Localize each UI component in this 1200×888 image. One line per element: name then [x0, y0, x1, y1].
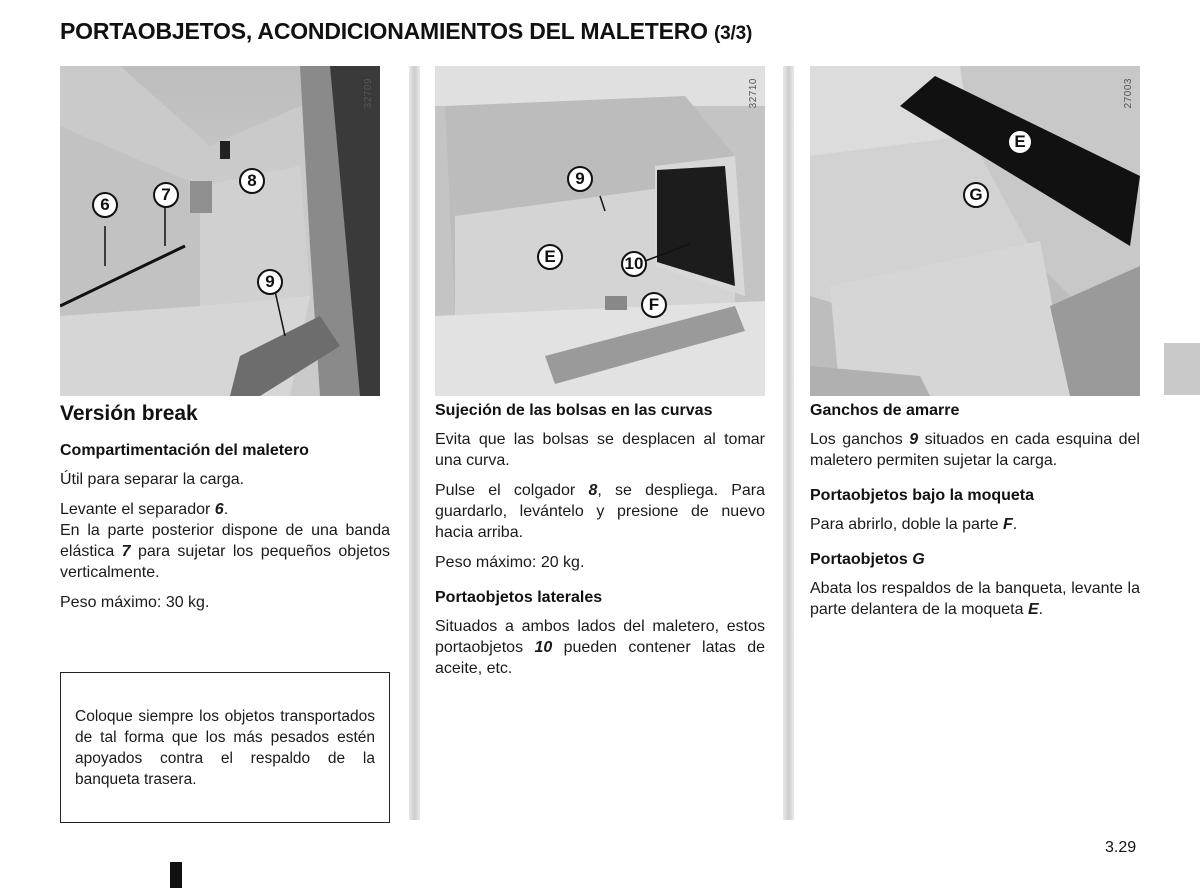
- callout-label: F: [641, 292, 667, 318]
- heading-tie-down-hooks: Ganchos de amarre: [810, 402, 960, 419]
- column-1: [60, 400, 390, 622]
- heading-storage-g: Portaobjetos G: [810, 551, 925, 568]
- heading-compartment: Compartimentación del maletero: [60, 442, 309, 459]
- image-reference-number: 32710: [748, 78, 759, 109]
- heading-side-storage: Portaobjetos laterales: [435, 589, 603, 606]
- paragraph: Abata los respaldos de la banqueta, levante la parte delantera de la moqueta E.: [810, 580, 1140, 618]
- callout-label: 6: [92, 192, 118, 218]
- title-part-indicator: (3/3): [714, 23, 753, 44]
- callout-label: 7: [153, 182, 179, 208]
- column-2: [435, 400, 765, 688]
- page-title: [60, 18, 752, 45]
- image-reference-number: 27003: [1123, 78, 1134, 109]
- note-text: Coloque siempre los objetos transportados de tal forma que los más pesados estén apoyados contra el respaldo de la banqueta trasera.: [75, 708, 375, 788]
- callout-label: E: [1007, 129, 1033, 155]
- trunk-photo-storage: [435, 66, 765, 396]
- page-number: 3.29: [1105, 839, 1137, 856]
- heading-bag-holder: Sujeción de las bolsas en las curvas: [435, 402, 713, 419]
- paragraph: Pulse el colgador 8, se despliega. Para guardarlo, levántelo y presione de nuevo hacia arriba.: [435, 482, 766, 541]
- image-reference-number: 32709: [363, 78, 374, 109]
- title-text: PORTAOBJETOS, ACONDICIONAMIENTOS DEL MALETERO: [60, 18, 708, 44]
- column-separator: [783, 66, 794, 820]
- paragraph: Peso máximo: 20 kg.: [435, 554, 585, 571]
- paragraph: Situados a ambos lados del maletero, estos portaobjetos 10 pueden contener latas de aceite, etc.: [435, 618, 766, 677]
- paragraph: Levante el separador 6. En la parte posterior dispone de una banda elástica 7 para sujetar los pequeños objetos verticalmente.: [60, 501, 391, 581]
- paragraph: Evita que las bolsas se desplacen al tomar una curva.: [435, 431, 765, 469]
- paragraph: Útil para separar la carga.: [60, 471, 245, 488]
- paragraph: Para abrirlo, doble la parte F.: [810, 516, 1018, 533]
- callout-label: 8: [239, 168, 265, 194]
- heading-underfloor-storage: Portaobjetos bajo la moqueta: [810, 487, 1035, 504]
- callout-label: 10: [621, 251, 647, 277]
- crop-mark: [170, 862, 182, 888]
- trunk-photo-divider: [60, 66, 380, 396]
- callout-label: 9: [567, 166, 593, 192]
- paragraph: Los ganchos 9 situados en cada esquina del maletero permiten sujetar la carga.: [810, 431, 1140, 469]
- section-title: Versión break: [60, 402, 198, 425]
- chapter-side-tab: [1164, 343, 1200, 395]
- column-3: [810, 400, 1140, 629]
- column-separator: [409, 66, 420, 820]
- paragraph: Peso máximo: 30 kg.: [60, 594, 210, 611]
- callout-label: 9: [257, 269, 283, 295]
- callout-label: G: [963, 182, 989, 208]
- trunk-photo-underfloor: [810, 66, 1140, 396]
- callout-label: E: [537, 244, 563, 270]
- note-box: [60, 672, 390, 823]
